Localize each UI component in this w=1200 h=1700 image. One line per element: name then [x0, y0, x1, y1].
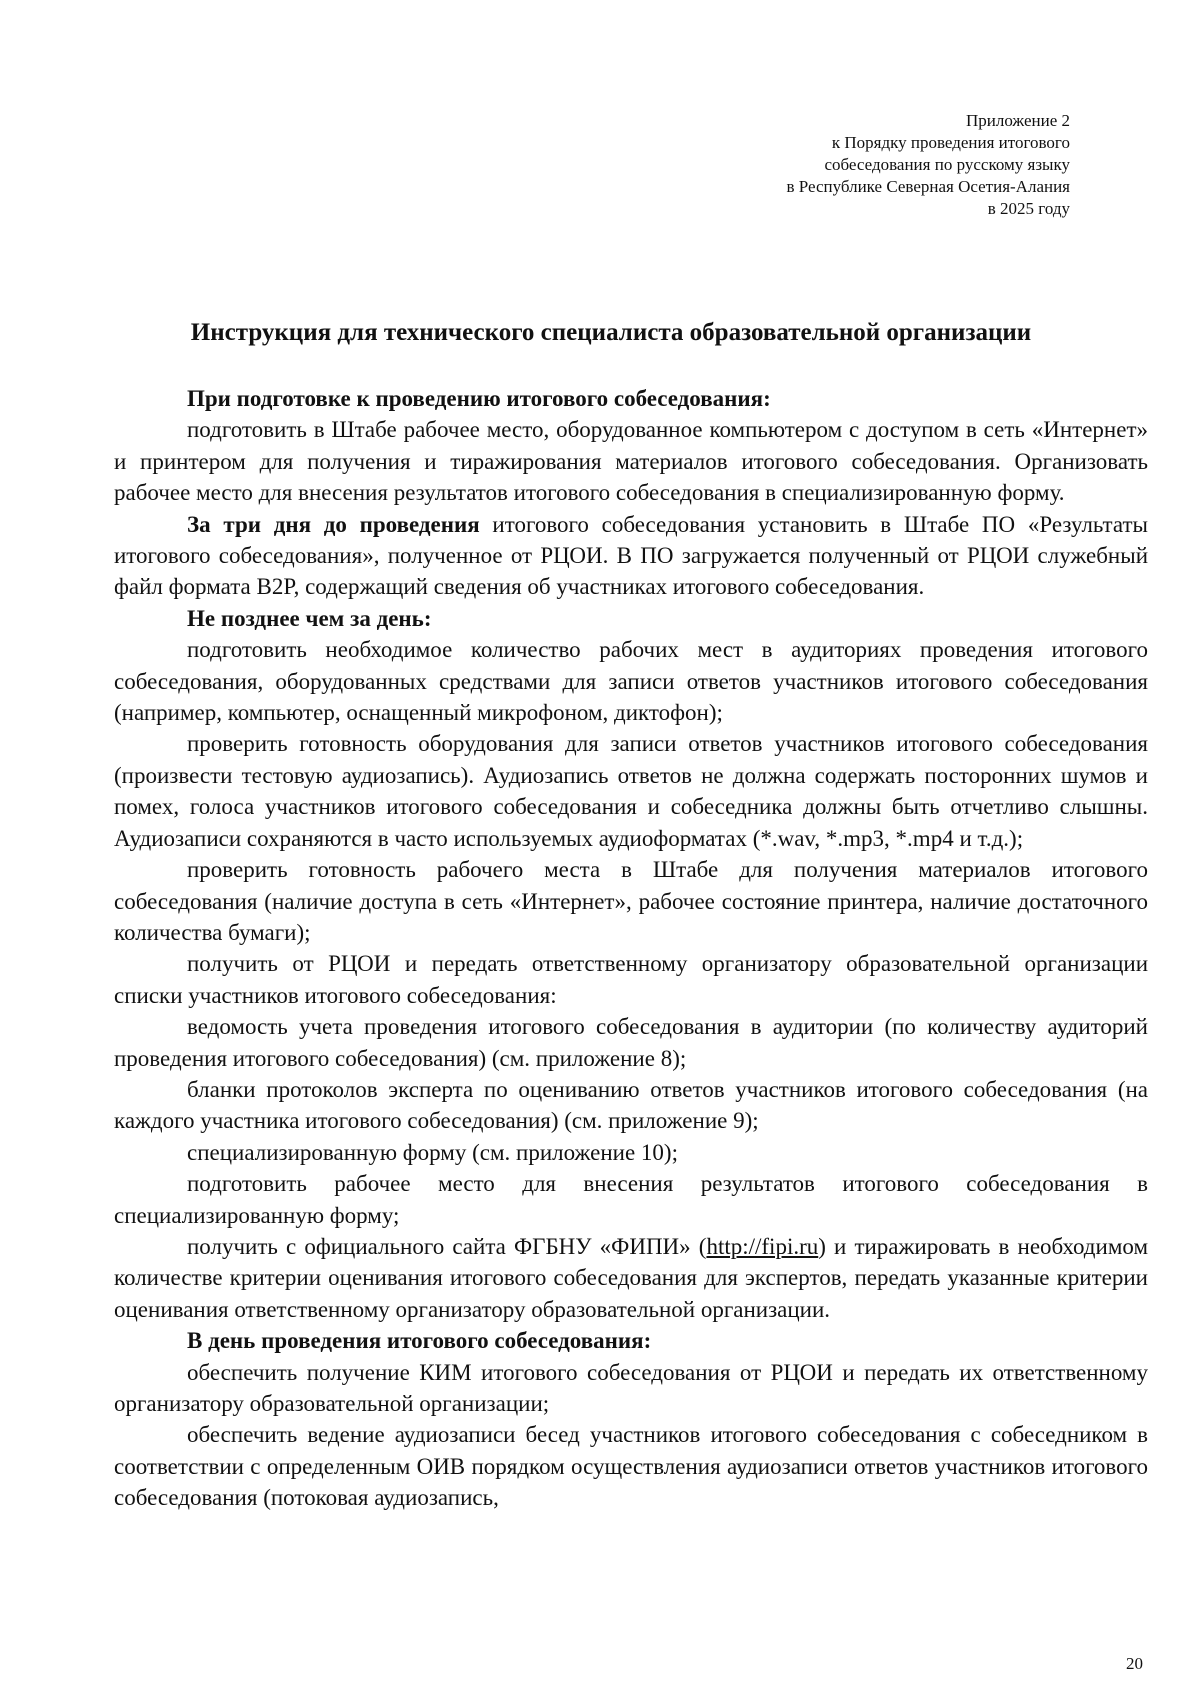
paragraph-text: получить с официального сайта ФГБНУ «ФИПИ» ( [187, 1233, 707, 1259]
paragraph: бланки протоколов эксперта по оцениванию ответов участников итогового собеседования (на каждого участника итогового собеседования) (см. приложение 9); [114, 1076, 1148, 1134]
paragraph-text: итогового собеседования установить в Штабе ПО «Результаты итогового собеседования», полученное от РЦОИ. В ПО загружается полученный от РЦОИ служебный файл формата B2P, содержащий сведения об участниках итогового собеседования. [114, 511, 1148, 600]
paragraph: подготовить необходимое количество рабочих мест в аудиториях проведения итогового собеседования, оборудованных средствами для записи ответов участников итогового собеседования (например, компьютер, оснащенный микрофоном, диктофон); [114, 637, 1148, 726]
paragraph-text: ) и тиражировать в необходимом количестве критерии оценивания итогового собеседования для экспертов, передать указанные критерии оценивания ответственному организатору образовательной организации. [114, 1233, 1148, 1322]
paragraph: ведомость учета проведения итогового собеседования в аудитории (по количеству аудиторий проведения итогового собеседования) (см. приложение 8); [114, 1014, 1148, 1071]
bold-phrase: За три дня до проведения [187, 511, 480, 537]
paragraph: обеспечить получение КИМ итогового собеседования от РЦОИ и передать их ответственному организатору образовательной организации; [114, 1359, 1148, 1416]
paragraph: получить от РЦОИ и передать ответственному организатору образовательной организации списки участников итогового собеседования: [114, 951, 1148, 1008]
appendix-line: собеседования по русскому языку [824, 155, 1070, 174]
paragraph: обеспечить ведение аудиозаписи бесед участников итогового собеседования с собеседником в соответствии с определенным ОИВ порядком осуществления аудиозаписи ответов участников итогового собеседования (потоковая аудиозапись, [114, 1422, 1148, 1511]
section-heading: При подготовке к проведению итогового собеседования: [187, 386, 771, 411]
fipi-link[interactable]: http://fipi.ru [706, 1233, 819, 1259]
paragraph [114, 1231, 1148, 1325]
document-title: Инструкция для технического специалиста образовательной организации [190, 319, 1032, 346]
appendix-line: Приложение 2 [966, 111, 1070, 130]
paragraph: специализированную форму (см. приложение 10); [187, 1139, 678, 1165]
paragraph [114, 509, 1148, 603]
appendix-line: в 2025 году [987, 199, 1070, 218]
section-heading: Не позднее чем за день: [187, 605, 432, 631]
appendix-line: к Порядку проведения итогового [831, 133, 1070, 152]
paragraph: подготовить рабочее место для внесения результатов итогового собеседования в специализированную форму; [114, 1171, 1148, 1228]
paragraph: проверить готовность рабочего места в Штабе для получения материалов итогового собеседования (наличие доступа в сеть «Интернет», рабочее состояние принтера, наличие достаточного количества бумаги); [114, 857, 1148, 945]
paragraph: подготовить в Штабе рабочее место, оборудованное компьютером с доступом в сеть «Интернет» и принтером для получения и тиражирования материалов итогового собеседования. Организовать рабочее место для внесения результатов итогового собеседования в специализированную форму. [114, 417, 1148, 506]
paragraph: проверить готовность оборудования для записи ответов участников итогового собеседования (произвести тестовую аудиозапись). Аудиозапись ответов не должна содержать посторонних шумов и помех, голоса участников итогового собеседования и собеседника должны быть отчетливо слышны. Аудиозаписи сохраняются в часто используемых аудиоформатах (*.wav, *.mp3, *.mp4 и т.д.); [114, 731, 1148, 851]
appendix-note [786, 110, 1070, 220]
document-body [114, 383, 1148, 1514]
section-heading: В день проведения итогового собеседования: [187, 1328, 652, 1354]
page-number: 20 [1126, 1654, 1143, 1673]
appendix-line: в Республике Северная Осетия-Алания [786, 177, 1070, 196]
